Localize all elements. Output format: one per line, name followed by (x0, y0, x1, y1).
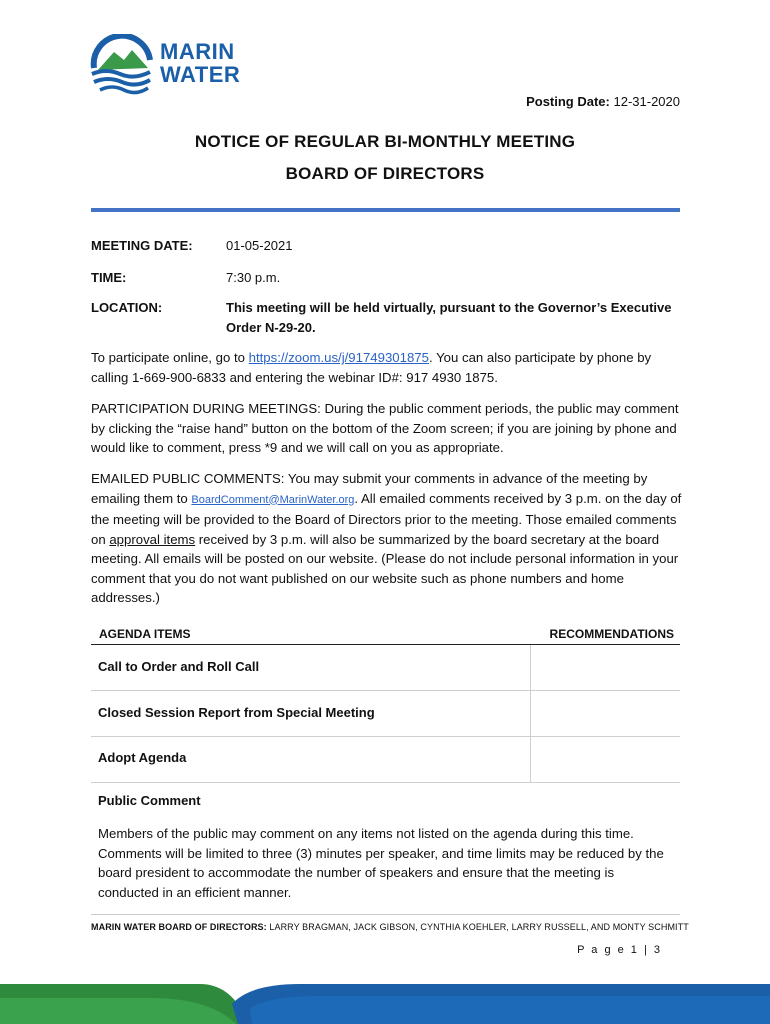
agenda-table-header (91, 625, 680, 645)
recommendation-cell (530, 737, 680, 782)
logo-line-marin: MARIN (160, 39, 235, 64)
title-otice-of: OTICE OF (207, 132, 295, 151)
agenda-item-closed-session: Closed Session Report from Special Meeting (98, 705, 375, 720)
location-label: LOCATION: (91, 300, 163, 315)
page-number: P a g e 1 | 3 (577, 944, 662, 956)
agenda-item-adopt-agenda: Adopt Agenda (98, 750, 187, 765)
location-value: This meeting will be held virtually, pursuant to the Governor’s Executive Order N-29-20. (226, 300, 672, 335)
title-m: M (496, 132, 511, 151)
emailed-comments-paragraph (91, 469, 686, 608)
logo-emblem-icon (88, 34, 158, 98)
participation-label: PARTICIPATION DURING MEETINGS: (91, 401, 321, 416)
footer-board-members (91, 922, 689, 932)
title-i-monthly: I-MONTHLY (397, 132, 497, 151)
footer-members-list: LARRY BRAGMAN, JACK GIBSON, CYNTHIA KOEHLER, LARRY RUSSELL, AND MONTY SCHMITT (266, 922, 689, 932)
meeting-date-value: 01-05-2021 (226, 238, 293, 253)
participate-online-paragraph (91, 348, 686, 387)
public-comment-body: Members of the public may comment on any items not listed on the agenda during this time. Comments will be limited to three (3) minutes per speaker, and time limits may be reduced by the board president to accommodate the number of speakers and ensure that the meeting is conducted in an efficient manner. (98, 826, 664, 900)
recommendation-cell (530, 645, 680, 690)
agenda-item-call-to-order: Call to Order and Roll Call (98, 659, 260, 674)
logo-line-water: WATER (160, 62, 241, 87)
participate-text: To participate online, go to (91, 350, 249, 365)
time-label: TIME: (91, 270, 127, 285)
title-b2: B (285, 164, 299, 183)
title-irectors: IRECTORS (395, 164, 485, 183)
footer-divider (91, 914, 680, 915)
title-b: B (384, 132, 397, 151)
public-comment-title: Public Comment (98, 793, 201, 808)
notice-title (0, 132, 770, 152)
title-divider (91, 208, 680, 212)
board-title (0, 164, 770, 184)
zoom-link[interactable]: https://zoom.us/j/91749301875 (248, 350, 429, 365)
posting-date (526, 94, 680, 109)
footer-org-label: MARIN WATER BOARD OF DIRECTORS: (91, 922, 267, 932)
posting-date-value: 12-31-2020 (613, 94, 680, 109)
title-egular: EGULAR (306, 132, 385, 151)
title-n: N (194, 132, 208, 151)
approval-items-text: approval items (109, 531, 196, 547)
title-d: D (382, 164, 396, 183)
recommendations-header: RECOMMENDATIONS (549, 627, 674, 641)
emailed-text-1: EMAILED PUBLIC COMMENTS: You may submit your comments in advance of the meeting by emailing them to (91, 471, 648, 506)
agenda-row (91, 645, 680, 691)
participation-paragraph (91, 399, 686, 458)
emailed-text-2: . All emailed comments received by 3 p.m. on the day of the meeting will be provided to the Board of Directors prior to the meeting. Those emailed comments on (91, 490, 682, 547)
time-value: 7:30 p.m. (226, 270, 281, 285)
title-oard-of: OARD OF (298, 164, 383, 183)
emailed-text-3: received by 3 p.m. will also be summarized by the board secretary at the board meeting. All emails will be posted on our website. (Please do not include personal information in your comment that you do not want published on our website such as phone numbers and home addresses.) (91, 531, 679, 605)
title-r: R (294, 132, 307, 151)
posting-date-label: Posting Date: (526, 94, 610, 109)
marin-water-logo (88, 34, 248, 98)
meeting-date-label: MEETING DATE: (91, 238, 193, 253)
board-comment-email-link[interactable]: BoardComment@MarinWater.org (191, 493, 355, 506)
participate-phone-text: . You can also participate by phone by calling 1-669-900-6833 and entering the webinar ID#: 917 4930 1875. (91, 350, 652, 385)
agenda-row (91, 737, 680, 783)
agenda-row (91, 691, 680, 737)
participation-text: During the public comment periods, the public may comment by clicking the “raise hand” button on the bottom of the Zoom screen; if you are joining by phone and would like to comment, press *9 and we will call on you as appropriate. (91, 401, 679, 455)
logo-wordmark (160, 40, 240, 86)
recommendation-cell (530, 691, 680, 736)
agenda-items-header: AGENDA ITEMS (99, 627, 191, 641)
title-eeting: EETING (510, 132, 576, 151)
footer-wave-band (0, 978, 770, 1024)
